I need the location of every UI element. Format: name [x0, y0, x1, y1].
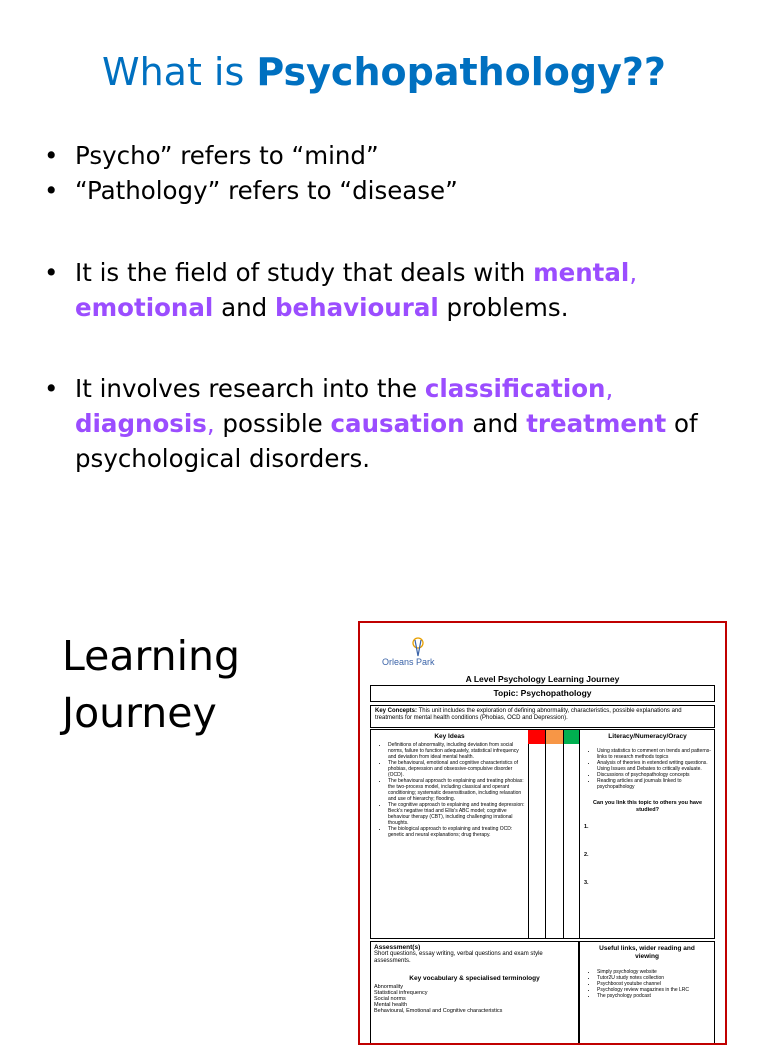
- link-question: Can you link this topic to others you have studied?: [592, 800, 703, 813]
- vocab-item: Abnormality: [374, 984, 404, 990]
- text-segment: of psychological disorders.: [75, 409, 698, 473]
- bullet-marker: •: [44, 258, 59, 287]
- useful-heading: Useful links, wider reading and viewing: [599, 945, 695, 960]
- highlight-mental: mental: [533, 258, 630, 287]
- topic-box: Topic: Psychopathology: [370, 685, 715, 702]
- school-logo: [370, 633, 440, 667]
- logo-text: Orleans Park: [382, 657, 435, 667]
- literacy-list: [580, 748, 715, 790]
- highlight-diagnosis: diagnosis: [75, 409, 207, 438]
- amber-swatch: [546, 730, 563, 744]
- bullet-pathology: [44, 173, 734, 208]
- title-bold: Psychopathology??: [256, 50, 666, 94]
- bullet-psycho: [44, 138, 734, 173]
- list-item: • Simply psychology website: [597, 969, 714, 975]
- assessment-text: Short questions, essay writing, verbal questions and exam style assessments.: [374, 951, 543, 964]
- highlight-treatment: treatment: [526, 409, 667, 438]
- key-ideas-list: [371, 742, 528, 838]
- useful-links-box: [579, 941, 715, 1045]
- list-item: • The behavioural approach to explaining and treating phobias: the two-process model, including classical and operant conditioning; systematic desensitisation, including relaxation and use of hierarchy; flooding.: [388, 778, 528, 802]
- literacy-heading: Literacy/Numeracy/Oracy: [608, 733, 687, 740]
- comma: ,: [629, 258, 638, 287]
- highlight-classification: classification: [424, 374, 606, 403]
- bullet-marker: •: [44, 176, 59, 205]
- list-item: • The cognitive approach to explaining and treating depression: Beck's negative triad and Ellis's ABC model; cognitive behaviour therapy (CBT), including challenging irrational thoughts.: [388, 802, 528, 826]
- text-segment: and: [464, 409, 527, 438]
- bullet-field-of-study: [44, 255, 734, 325]
- key-ideas-column: [371, 730, 529, 938]
- learning-journey-document: [358, 621, 727, 1045]
- literacy-column: [580, 730, 715, 938]
- key-concepts-box: [370, 705, 715, 728]
- vocab-list: [374, 984, 575, 1014]
- traffic-light-amber: [546, 730, 564, 938]
- document-title: A Level Psychology Learning Journey: [465, 674, 620, 684]
- learning-line-2: Journey: [62, 689, 217, 737]
- key-concepts-text: This unit includes the exploration of defining abnormality, characteristics, possible explanations and treatments for mental health conditions (Phobias, OCD and Depression).: [375, 708, 682, 721]
- green-swatch: [564, 730, 579, 744]
- title-prefix: What is: [102, 50, 257, 94]
- list-item: • Tutor2U study notes collection: [597, 975, 714, 981]
- learning-line-1: Learning: [62, 632, 240, 680]
- list-item: • Discussions of psychopathology concepts: [597, 772, 715, 778]
- vocab-item: Statistical infrequency: [374, 990, 428, 996]
- slide-title: [0, 50, 768, 94]
- learning-journey-heading: [62, 628, 240, 742]
- vocab-heading: Key vocabulary & specialised terminology: [409, 975, 540, 982]
- list-item: • Psychology review magazines in the LRC: [597, 987, 714, 993]
- highlight-behavioural: behavioural: [274, 293, 439, 322]
- answer-number: 1.: [584, 824, 589, 830]
- bullet-marker: •: [44, 141, 59, 170]
- list-item: • Reading articles and journals linked to psychopathology: [597, 778, 715, 790]
- traffic-light-red: [528, 730, 546, 938]
- assessment-label: Assessment(s): [374, 944, 421, 951]
- assessment-box: [370, 941, 579, 1045]
- list-item: • The biological approach to explaining and treating OCD: genetic and neural explanations; drug therapy.: [388, 826, 528, 838]
- key-concepts-label: Key Concepts:: [375, 708, 418, 714]
- vocab-item: Mental health: [374, 1002, 408, 1008]
- comma: ,: [605, 374, 614, 403]
- vocab-item: Behavioural, Emotional and Cognitive characteristics: [374, 1008, 503, 1014]
- vocab-item: Social norms: [374, 996, 406, 1002]
- text-segment: problems.: [438, 293, 569, 322]
- comma: ,: [206, 409, 215, 438]
- red-swatch: [528, 730, 545, 744]
- text-segment: It is the field of study that deals with: [75, 258, 534, 287]
- bullet-marker: •: [44, 374, 59, 403]
- highlight-causation: causation: [330, 409, 465, 438]
- school-crest-icon: [411, 637, 425, 657]
- list-item: • The psychology podcast: [597, 993, 714, 999]
- list-item: • The behavioural, emotional and cognitive characteristics of phobias, depression and obsessive-compulsive disorder (OCD).: [388, 760, 528, 778]
- answer-number: 3.: [584, 880, 589, 886]
- bullet-text: “Pathology” refers to “disease”: [75, 176, 458, 205]
- list-item: • Analysis of theories in extended writing questions. Using Issues and Debates to critically evaluate.: [597, 760, 715, 772]
- bullet-research: [44, 371, 734, 476]
- bullet-list: [44, 138, 734, 476]
- content-grid: [370, 729, 715, 939]
- list-item: • Definitions of abnormality, including deviation from social norms, failure to function adequately, statistical infrequency and deviation from ideal mental health.: [388, 742, 528, 760]
- answer-number: 2.: [584, 852, 589, 858]
- text-segment: and: [213, 293, 275, 322]
- highlight-emotional: emotional: [75, 293, 214, 322]
- text-segment: possible: [214, 409, 331, 438]
- list-item: • Using statistics to comment on trends and patterns- links to research methods topics: [597, 748, 715, 760]
- list-item: • Psychboost youtube channel: [597, 981, 714, 987]
- bullet-text: Psycho” refers to “mind”: [75, 141, 379, 170]
- traffic-light-green: [564, 730, 580, 938]
- text-segment: It involves research into the: [75, 374, 425, 403]
- useful-list: [580, 969, 714, 999]
- key-ideas-heading: Key Ideas: [434, 733, 465, 740]
